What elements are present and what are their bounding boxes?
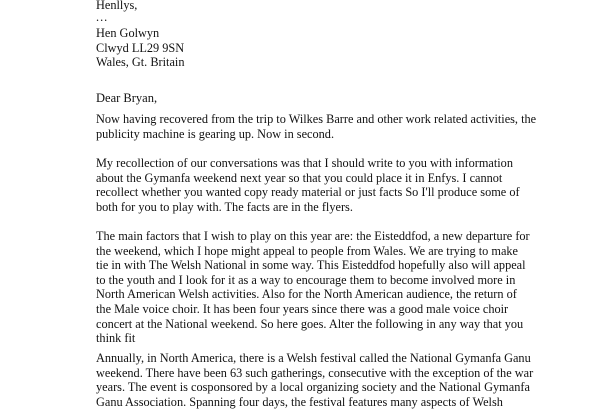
paragraph-line: Now having recovered from the trip to Wilkes Barre and other work related activities, the [96, 112, 537, 126]
paragraph-line: the Male voice choir. It has been four years since there was a good male voice choir [96, 301, 509, 316]
paragraph [96, 351, 533, 409]
paragraph [96, 156, 520, 214]
paragraph-line: think fit [96, 331, 136, 346]
address-line: Hen Golwyn [96, 26, 160, 40]
paragraph-line: concert at the National weekend. So here goes. Alter the following in any way that you [96, 316, 524, 331]
address-line: Henllys, [96, 0, 138, 12]
paragraph-line: publicity machine is gearing up. Now in second. [96, 126, 335, 141]
paragraph-line: years. The event is cosponsored by a local organizing society and the National Gymanfa [96, 380, 530, 395]
address-line: Clwyd LL29 9SN [96, 40, 185, 55]
paragraph-line: Annually, in North America, there is a Welsh festival called the National Gymanfa Ganu [96, 351, 531, 365]
address-line: ... [96, 10, 109, 24]
paragraph-line: the weekend, which I hope might appeal to people from Wales. We are trying to make [96, 243, 519, 258]
salutation: Dear Bryan, [96, 91, 158, 105]
paragraph-line: both for you to play with. The facts are in the flyers. [96, 199, 353, 214]
paragraph-line: North American Welsh activities. Also for the North American audience, the return of [96, 287, 517, 302]
paragraph-line: Ganu Association. Spanning four days, the festival features many aspects of Welsh [96, 394, 503, 409]
paragraph-line: to the youth and I look for it as a way to encourage them to become involved more in [96, 272, 516, 287]
sender-address [96, 0, 185, 70]
paragraph-line: weekend. There have been 63 such gatherings, consecutive with the exception of the war [96, 365, 534, 380]
paragraph [96, 112, 536, 141]
address-line: Wales, Gt. Britain [96, 55, 185, 69]
paragraph-line: My recollection of our conversations was that I should write to you with information [96, 156, 513, 170]
paragraph-line: about the Gymanfa weekend next year so that you could place it in Enfys. I cannot [96, 170, 503, 185]
paragraph-line: recollect whether you wanted copy ready material or just facts So I'll produce some of [96, 185, 520, 200]
paragraph-line: The main factors that I wish to play on this year are: the Eisteddfod, a new departure for [96, 229, 530, 243]
paragraph-line: tie in with The Welsh National in some way. This Eisteddfod hopefully also will appeal [96, 258, 526, 273]
paragraph [96, 229, 530, 346]
